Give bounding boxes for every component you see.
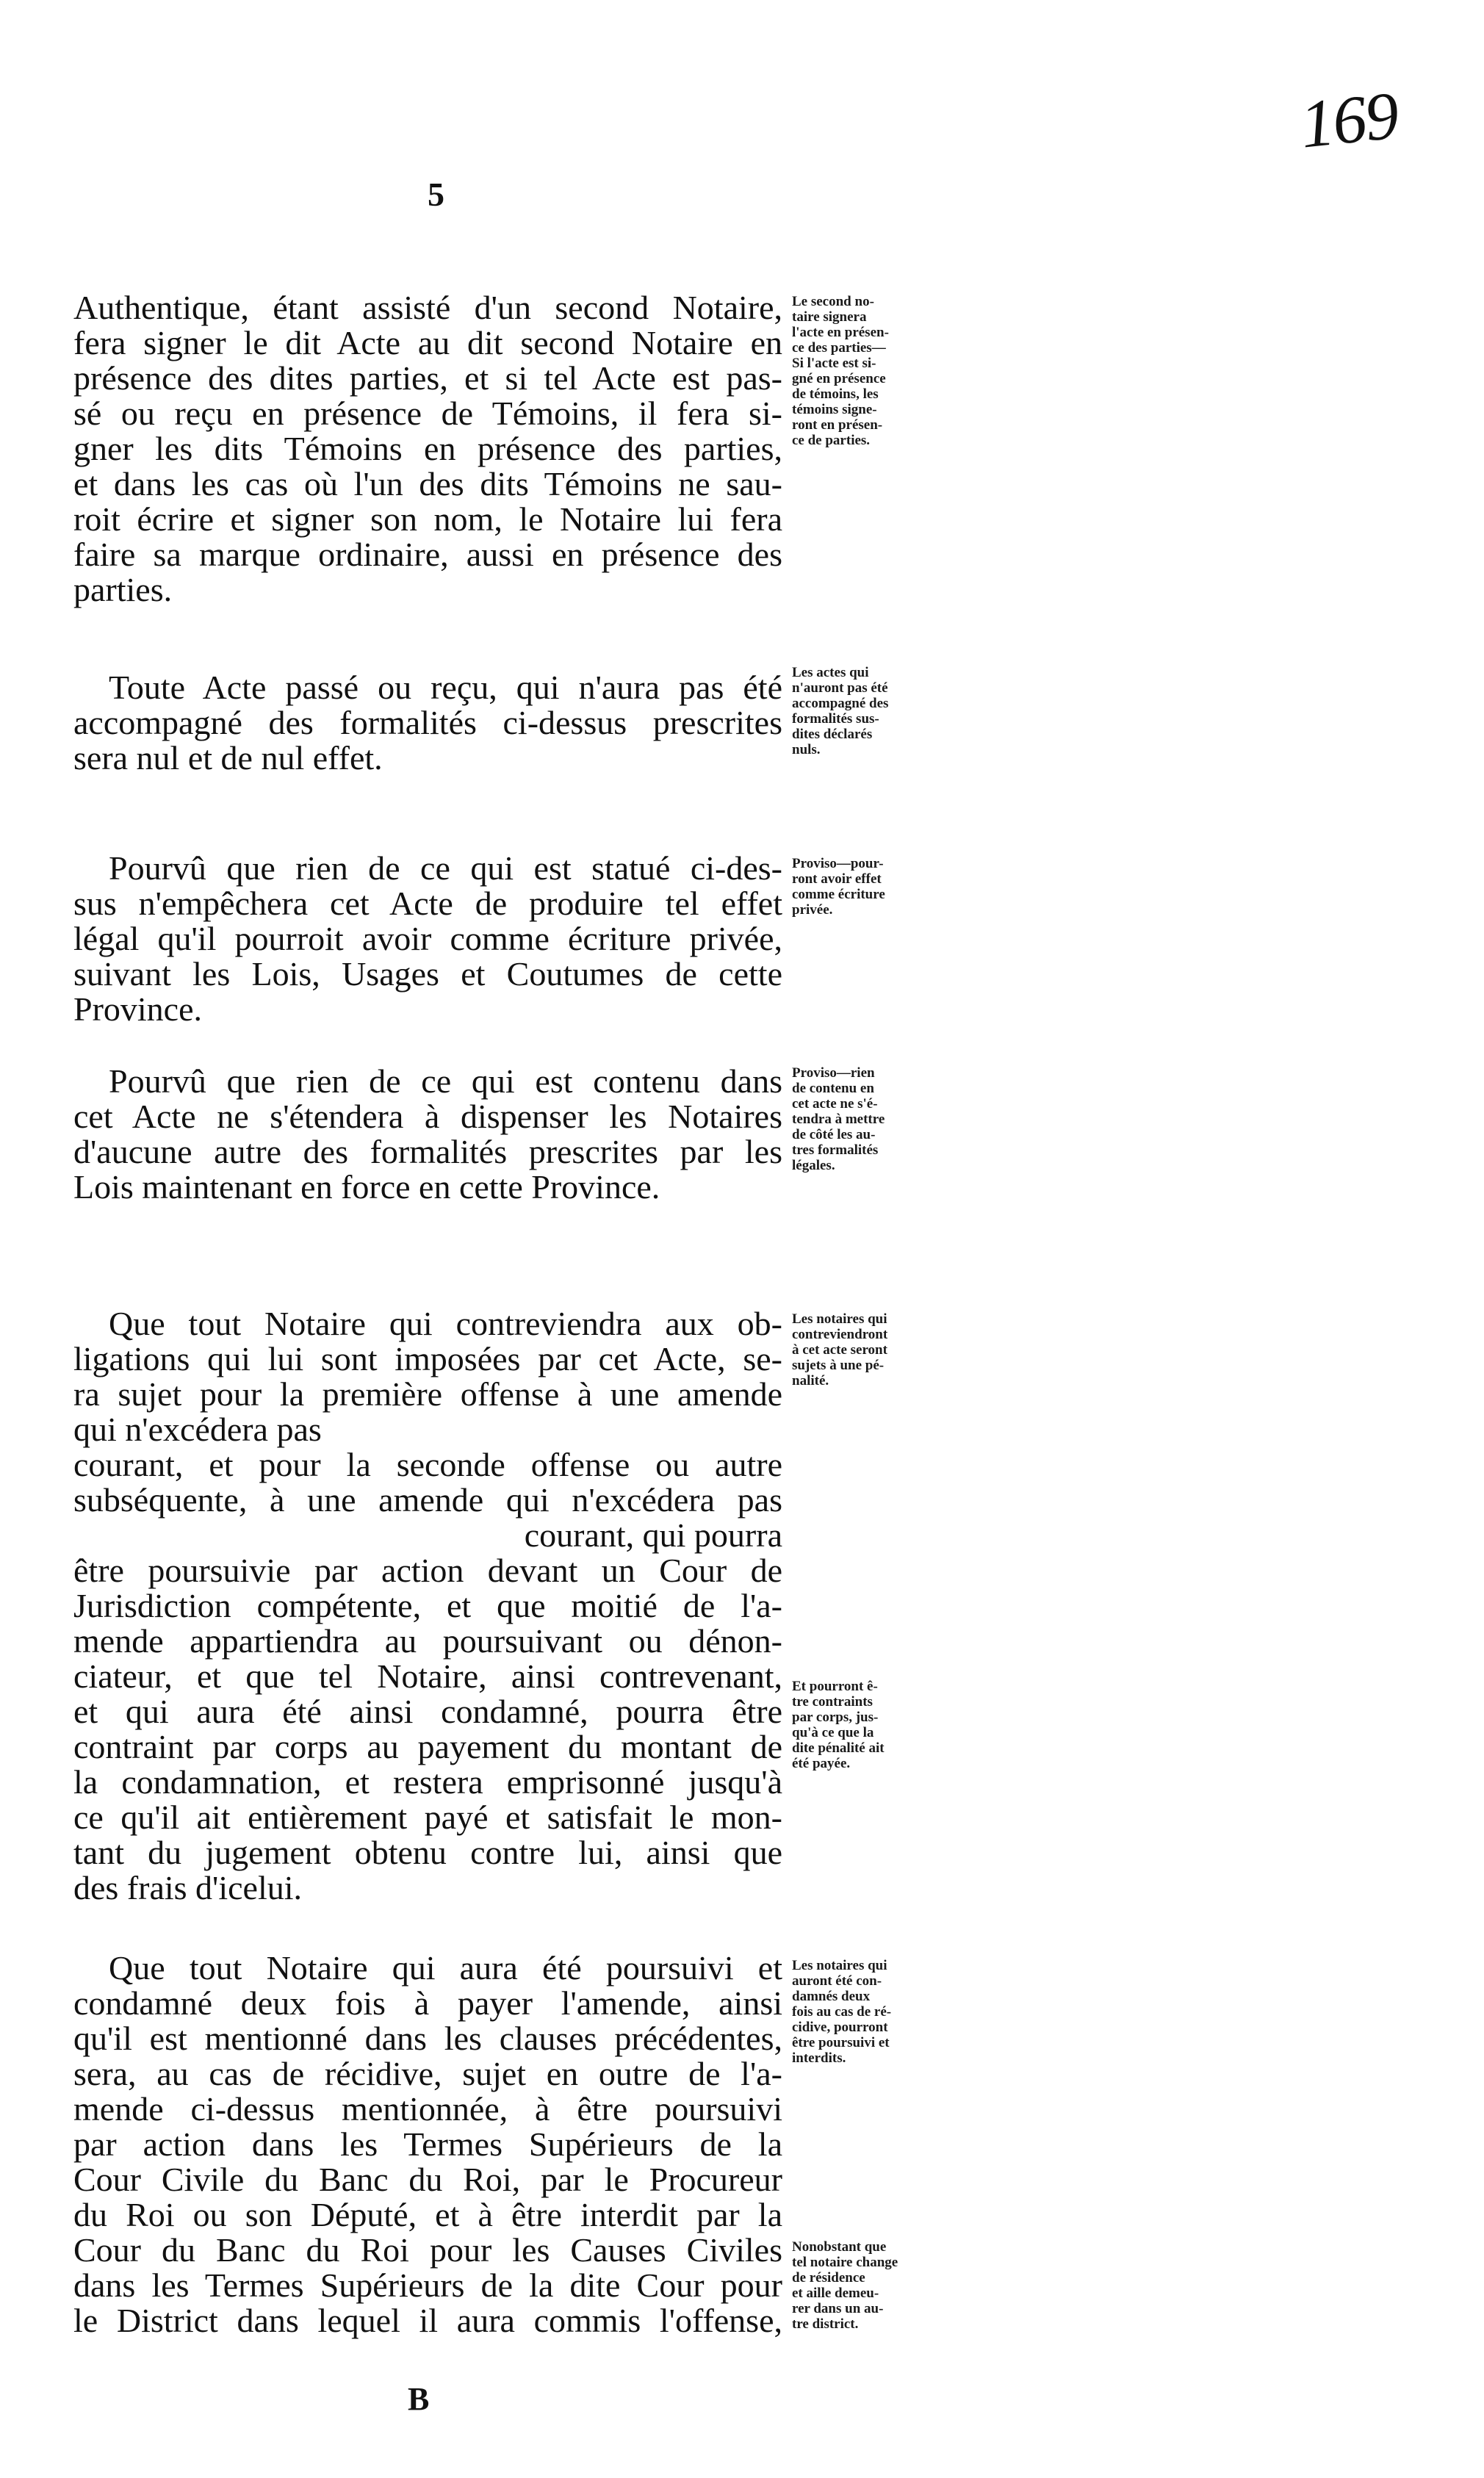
paragraph-line: être poursuivie par action devant un Cour de <box>73 1552 782 1589</box>
margin-note-line: contreviendront <box>792 1327 888 1342</box>
margin-note-line: Les notaires qui <box>792 1311 887 1327</box>
margin-note-line: ce des parties— <box>792 340 886 356</box>
paragraph-line: par action dans les Termes Supérieurs de la <box>73 2125 782 2163</box>
margin-note-line: témoins signe- <box>792 402 877 417</box>
paragraph-line: et qui aura été ainsi condamné, pourra être <box>73 1693 782 1730</box>
paragraph-proviso-private-writing <box>73 851 782 1027</box>
paragraph-line: ciateur, et que tel Notaire, ainsi contrevenant, <box>73 1657 782 1695</box>
signature-mark: B <box>408 2381 430 2417</box>
margin-note-line: Proviso—rien <box>792 1065 875 1081</box>
margin-note-line: dites déclarés <box>792 727 873 742</box>
margin-note-change-residence <box>792 2239 939 2332</box>
paragraph-line: qu'il est mentionné dans les clauses précédentes, <box>73 2020 782 2057</box>
margin-note-line: légales. <box>792 1158 835 1173</box>
paragraph-proviso-formalities <box>73 1064 782 1205</box>
paragraph-line: du Roi ou son Député, et à être interdit par la <box>73 2196 782 2233</box>
paragraph-line: faire sa marque ordinaire, aussi en présence des <box>73 536 782 573</box>
margin-note-line: tel notaire change <box>792 2255 898 2270</box>
margin-note-line: Et pourront ê- <box>792 1679 878 1694</box>
paragraph-line: des frais d'icelui. <box>73 1869 303 1906</box>
margin-note-proviso-effect <box>792 856 939 918</box>
margin-note-line: n'auront pas été <box>792 680 888 696</box>
margin-note-line: gné en présence <box>792 371 886 386</box>
paragraph-line: qui n'excédera pas <box>73 1411 322 1448</box>
margin-note-line: l'acte en présen- <box>792 325 889 340</box>
margin-note-line: taire signera <box>792 309 867 325</box>
margin-note-line: cet acte ne s'é- <box>792 1096 878 1112</box>
paragraph-nullity <box>73 670 782 776</box>
paragraph-authentique <box>73 290 782 608</box>
margin-note-line: dite pénalité ait <box>792 1740 885 1756</box>
margin-note-line: de témoins, les <box>792 386 879 402</box>
margin-note-line: tre district. <box>792 2316 859 2332</box>
margin-note-line: fois au cas de ré- <box>792 2004 892 2020</box>
margin-note-line: cidive, pourront <box>792 2020 888 2035</box>
margin-note-line: ront avoir effet <box>792 871 882 887</box>
paragraph-line: cet Acte ne s'étendera à dispenser les Notaires <box>73 1098 782 1135</box>
paragraph-line: Que tout Notaire qui aura été poursuivi et <box>109 1949 782 1987</box>
paragraph-line: parties. <box>73 571 173 608</box>
margin-note-line: privée. <box>792 902 833 918</box>
paragraph-line: et dans les cas où l'un des dits Témoins ne sau- <box>73 465 782 503</box>
paragraph-line: gner les dits Témoins en présence des parties, <box>73 430 782 467</box>
margin-note-line: Le second no- <box>792 294 874 309</box>
margin-note-line: qu'à ce que la <box>792 1725 874 1740</box>
paragraph-line: tant du jugement obtenu contre lui, ainsi que <box>73 1834 782 1871</box>
paragraph-line: roit écrire et signer son nom, le Notaire lui fera <box>73 500 782 538</box>
margin-note-line: auront été con- <box>792 1973 882 1989</box>
paragraph-line: Cour Civile du Banc du Roi, par le Procureur <box>73 2161 782 2198</box>
paragraph-recidivism <box>73 1951 782 2338</box>
margin-note-proviso-other-formalities <box>792 1065 939 1173</box>
paragraph-line: courant, et pour la seconde offense ou autre <box>73 1446 782 1483</box>
margin-note-line: ront en présen- <box>792 417 883 433</box>
margin-note-line: interdits. <box>792 2050 846 2066</box>
margin-note-line: être poursuivi et <box>792 2035 890 2050</box>
paragraph-line: Toute Acte passé ou reçu, qui n'aura pas été <box>109 669 782 706</box>
paragraph-penalties <box>73 1306 782 1906</box>
margin-note-line: nalité. <box>792 1373 829 1389</box>
paragraph-line: fera signer le dit Acte au dit second Notaire en <box>73 324 782 361</box>
paragraph-line: Que tout Notaire qui contreviendra aux ob- <box>109 1305 782 1342</box>
margin-note-second-notary <box>792 294 939 448</box>
paragraph-line: légal qu'il pourroit avoir comme écriture privée, <box>73 920 782 957</box>
paragraph-line: la condamnation, et restera emprisonné jusqu'à <box>73 1763 782 1801</box>
margin-note-line: Nonobstant que <box>792 2239 887 2255</box>
paragraph-line: Pourvû que rien de ce qui est statué ci-des- <box>109 849 782 887</box>
paragraph-line: sera nul et de nul effet. <box>73 739 383 777</box>
paragraph-line: dans les Termes Supérieurs de la dite Cour pour <box>73 2266 782 2304</box>
paragraph-line: Jurisdiction compétente, et que moitié de l'a- <box>73 1587 782 1624</box>
margin-note-line: à cet acte seront <box>792 1342 887 1358</box>
margin-note-line: été payée. <box>792 1756 851 1771</box>
margin-note-line: et aille demeu- <box>792 2286 879 2301</box>
paragraph-line: ligations qui lui sont imposées par cet Acte, se- <box>73 1340 782 1377</box>
margin-note-line: de côté les au- <box>792 1127 876 1142</box>
margin-note-line: damnés deux <box>792 1989 871 2004</box>
margin-note-line: sujets à une pé- <box>792 1358 885 1373</box>
paragraph-line: Cour du Banc du Roi pour les Causes Civiles <box>73 2231 782 2269</box>
paragraph-line: contraint par corps au payement du montant de <box>73 1728 782 1765</box>
margin-note-line: tre contraints <box>792 1694 873 1710</box>
paragraph-line: courant, qui pourra <box>524 1516 782 1554</box>
paragraph-line: subséquente, à une amende qui n'excédera pas <box>73 1481 782 1519</box>
margin-note-line: Les actes qui <box>792 665 869 680</box>
margin-note-imprisonment <box>792 1679 939 1771</box>
paragraph-line: condamné deux fois à payer l'amende, ainsi <box>73 1984 782 2022</box>
paragraph-line: le District dans lequel il aura commis l'offense, <box>73 2302 782 2339</box>
paragraph-line: d'aucune autre des formalités prescrites par les <box>73 1133 782 1170</box>
paragraph-line: mende ci-dessus mentionnée, à être poursuivi <box>73 2090 782 2128</box>
margin-note-line: Proviso—pour- <box>792 856 884 871</box>
paragraph-line: accompagné des formalités ci-dessus prescrites <box>73 704 782 741</box>
paragraph-line: sus n'empêchera cet Acte de produire tel effet <box>73 885 782 922</box>
margin-note-line: Si l'acte est si- <box>792 356 876 371</box>
paragraph-line: ce qu'il ait entièrement payé et satisfait le mon- <box>73 1798 782 1836</box>
margin-note-line: de résidence <box>792 2270 865 2286</box>
paragraph-line: Authentique, étant assisté d'un second Notaire, <box>73 289 782 326</box>
paragraph-line: mende appartiendra au poursuivant ou dénon- <box>73 1622 782 1660</box>
margin-note-line: formalités sus- <box>792 711 879 727</box>
margin-note-notary-penalty <box>792 1311 939 1389</box>
paragraph-line: suivant les Lois, Usages et Coutumes de cette <box>73 955 782 993</box>
margin-note-void-acts <box>792 665 939 757</box>
margin-note-repeat-offenders <box>792 1958 939 2066</box>
margin-note-line: rer dans un au- <box>792 2301 884 2316</box>
handwritten-page-number: 169 <box>1297 77 1401 162</box>
margin-note-line: par corps, jus- <box>792 1710 879 1725</box>
paragraph-line: Province. <box>73 990 203 1028</box>
margin-note-line: nuls. <box>792 742 821 757</box>
margin-note-line: comme écriture <box>792 887 885 902</box>
paragraph-line: Pourvû que rien de ce qui est contenu dans <box>109 1062 782 1100</box>
margin-note-line: accompagné des <box>792 696 889 711</box>
paragraph-line: Lois maintenant en force en cette Province. <box>73 1168 660 1206</box>
margin-note-line: ce de parties. <box>792 433 871 448</box>
margin-note-line: de contenu en <box>792 1081 874 1096</box>
paragraph-line: sé ou reçu en présence de Témoins, il fera si- <box>73 395 782 432</box>
paragraph-line: ra sujet pour la première offense à une amende <box>73 1375 782 1413</box>
printed-page-number: 5 <box>428 176 444 213</box>
paragraph-line: présence des dites parties, et si tel Acte est pas- <box>73 359 782 397</box>
margin-note-line: tres formalités <box>792 1142 879 1158</box>
margin-note-line: tendra à mettre <box>792 1112 885 1127</box>
margin-note-line: Les notaires qui <box>792 1958 887 1973</box>
paragraph-line: sera, au cas de récidive, sujet en outre de l'a- <box>73 2055 782 2092</box>
